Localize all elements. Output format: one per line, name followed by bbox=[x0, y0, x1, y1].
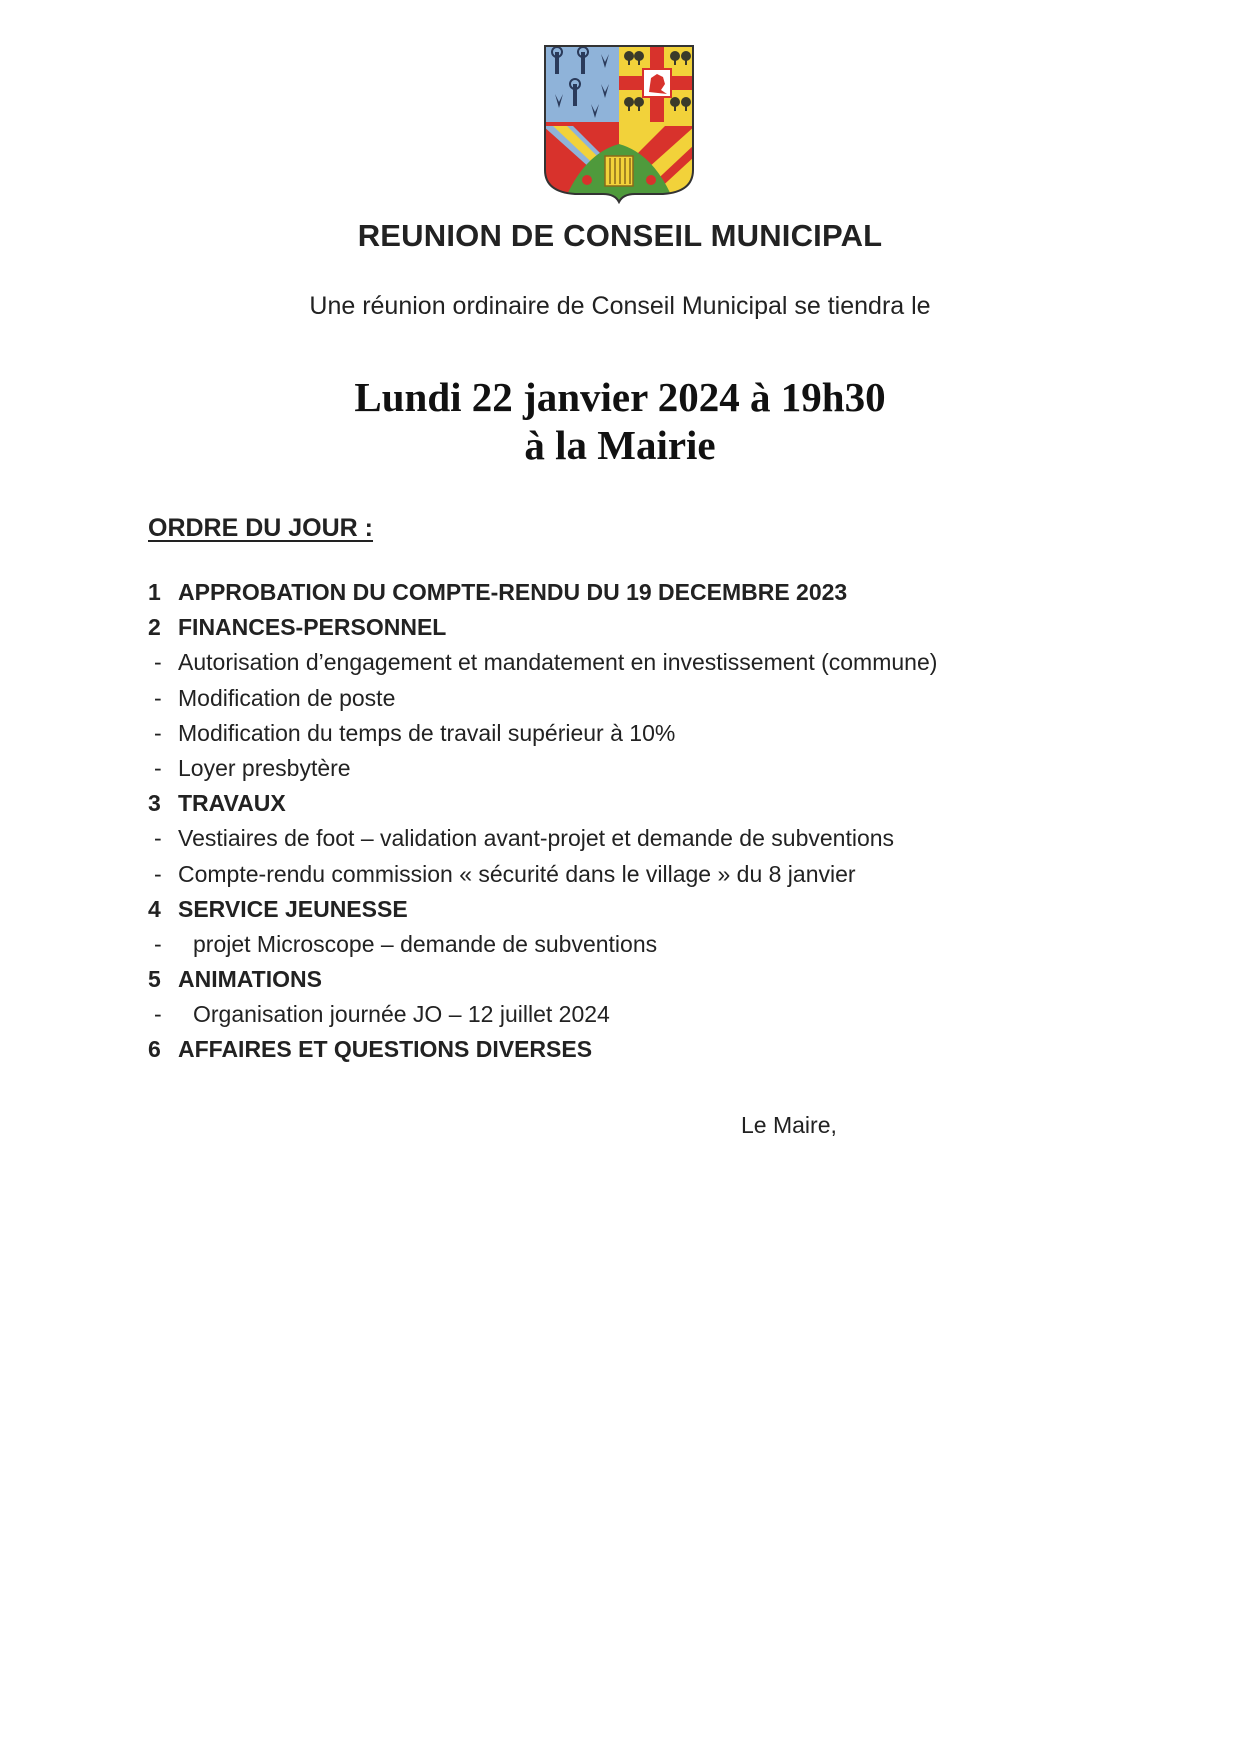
item-text: Modification du temps de travail supérieur à 10% bbox=[178, 719, 676, 746]
section-number: 2 bbox=[148, 614, 161, 641]
agenda-section bbox=[148, 1032, 1108, 1067]
agenda-item bbox=[148, 927, 1108, 962]
bullet-dash: - bbox=[154, 719, 162, 746]
item-text: Autorisation d’engagement et mandatement en investissement (commune) bbox=[178, 649, 938, 676]
agenda-section bbox=[148, 786, 1108, 821]
item-text: projet Microscope – demande de subventions bbox=[193, 930, 658, 957]
agenda-section bbox=[148, 575, 1108, 610]
item-text: Compte-rendu commission « sécurité dans le village » du 8 janvier bbox=[178, 860, 856, 887]
item-text: Modification de poste bbox=[178, 684, 396, 711]
bullet-dash: - bbox=[154, 684, 162, 711]
section-number: 3 bbox=[148, 790, 161, 817]
page-title: REUNION DE CONSEIL MUNICIPAL bbox=[357, 218, 883, 253]
section-title: SERVICE JEUNESSE bbox=[178, 895, 408, 922]
section-title: APPROBATION DU COMPTE-RENDU DU 19 DECEMBRE 2023 bbox=[178, 579, 848, 605]
agenda-heading: ORDRE DU JOUR : bbox=[148, 514, 374, 542]
agenda-item bbox=[148, 751, 1108, 786]
section-number: 1 bbox=[148, 579, 161, 605]
section-number: 5 bbox=[148, 966, 161, 993]
coat-of-arms-icon bbox=[543, 44, 695, 204]
agenda-item bbox=[148, 681, 1108, 716]
section-number: 4 bbox=[148, 895, 161, 922]
section-title: FINANCES-PERSONNEL bbox=[178, 614, 447, 641]
bullet-dash: - bbox=[154, 1001, 162, 1028]
section-title: AFFAIRES ET QUESTIONS DIVERSES bbox=[178, 1036, 593, 1063]
agenda-item bbox=[148, 997, 1108, 1032]
agenda-item bbox=[148, 645, 1108, 680]
agenda-item bbox=[148, 821, 1108, 856]
meeting-location: à la Mairie bbox=[524, 422, 716, 468]
agenda-section bbox=[148, 962, 1108, 997]
agenda-section bbox=[148, 610, 1108, 645]
bullet-dash: - bbox=[154, 860, 162, 887]
agenda-list bbox=[148, 575, 1108, 1068]
intro-text: Une réunion ordinaire de Conseil Municipal se tiendra le bbox=[309, 292, 931, 320]
item-text: Organisation journée JO – 12 juillet 2024 bbox=[193, 1001, 610, 1028]
section-title: ANIMATIONS bbox=[178, 966, 322, 993]
section-title: TRAVAUX bbox=[178, 790, 286, 817]
item-text: Loyer presbytère bbox=[178, 754, 351, 781]
bullet-dash: - bbox=[154, 649, 162, 676]
agenda-section bbox=[148, 892, 1108, 927]
agenda-item bbox=[148, 716, 1108, 751]
signature: Le Maire, bbox=[741, 1112, 837, 1138]
bullet-dash: - bbox=[154, 754, 162, 781]
bullet-dash: - bbox=[154, 930, 162, 957]
bullet-dash: - bbox=[154, 825, 162, 852]
item-text: Vestiaires de foot – validation avant-projet et demande de subventions bbox=[178, 825, 895, 852]
section-number: 6 bbox=[148, 1036, 161, 1063]
agenda-item bbox=[148, 857, 1108, 892]
meeting-date: Lundi 22 janvier 2024 à 19h30 bbox=[354, 374, 886, 420]
